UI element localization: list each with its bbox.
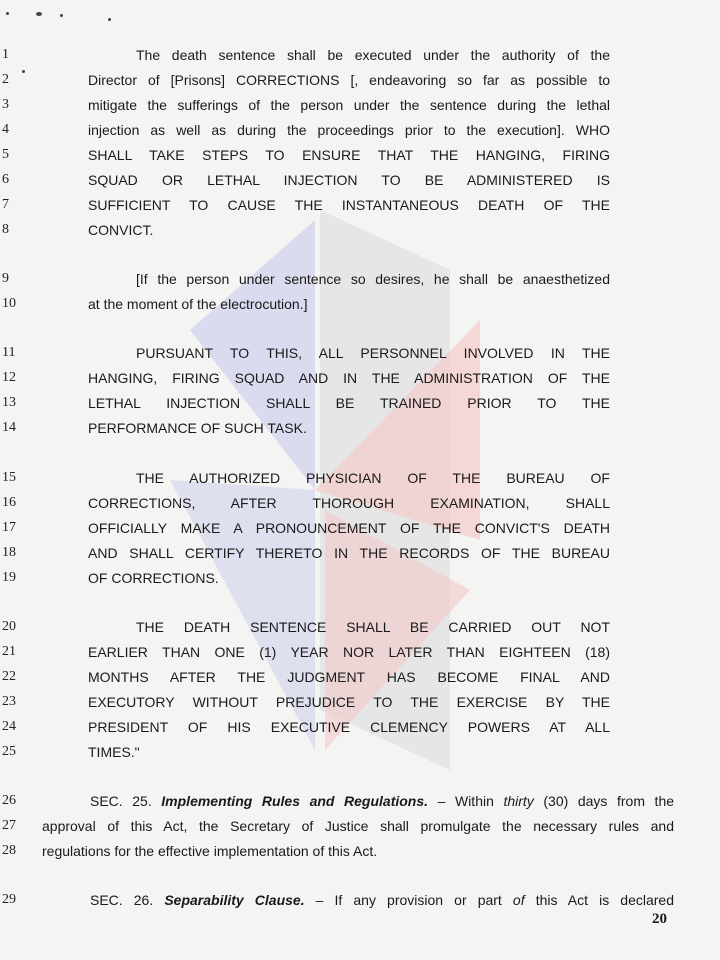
line-number: 28 — [2, 843, 16, 858]
text-line: approval of this Act, the Secretary of Justice shall promulgate the necessary rules and — [42, 818, 674, 834]
line-number: 1 — [2, 47, 9, 62]
section-number: SEC. 25. — [90, 793, 152, 809]
line-number: 21 — [2, 644, 16, 659]
line-number: 12 — [2, 370, 16, 385]
line-number: 5 — [2, 147, 9, 162]
scan-speck — [6, 12, 9, 15]
line-number: 9 — [2, 271, 9, 286]
text-line: SHALL TAKE STEPS TO ENSURE THAT THE HANGING, FIRING — [88, 147, 610, 163]
text-line: OFFICIALLY MAKE A PRONOUNCEMENT OF THE CONVICT'S DEATH — [88, 520, 610, 536]
line-number: 26 — [2, 793, 16, 808]
text-fragment: – If any provision or part — [304, 892, 513, 908]
text-line: LETHAL INJECTION SHALL BE TRAINED PRIOR TO THE — [88, 395, 610, 411]
line-number: 22 — [2, 669, 16, 684]
text-line: SQUAD OR LETHAL INJECTION TO BE ADMINISTERED IS — [88, 172, 610, 188]
text-fragment: this Act is declared — [524, 892, 675, 908]
line-number: 20 — [2, 619, 16, 634]
line-number: 27 — [2, 818, 16, 833]
line-number: 4 — [2, 122, 9, 137]
text-line: PRESIDENT OF HIS EXECUTIVE CLEMENCY POWERS AT ALL — [88, 719, 610, 735]
text-line: regulations for the effective implementation of this Act. — [42, 843, 378, 859]
line-number: 8 — [2, 222, 9, 237]
scan-speck — [36, 12, 42, 16]
line-number: 3 — [2, 97, 9, 112]
text-line: SUFFICIENT TO CAUSE THE INSTANTANEOUS DEATH OF THE — [88, 197, 610, 213]
line-number: 6 — [2, 172, 9, 187]
text-line: THE DEATH SENTENCE SHALL BE CARRIED OUT NOT — [136, 619, 610, 635]
line-number: 7 — [2, 197, 9, 212]
text-line: AND SHALL CERTIFY THERETO IN THE RECORDS OF THE BUREAU — [88, 545, 610, 561]
line-number: 17 — [2, 520, 16, 535]
line-number: 11 — [2, 345, 16, 360]
section-26-heading-line — [42, 891, 674, 909]
text-line: Director of [Prisons] CORRECTIONS [, endeavoring so far as possible to — [88, 72, 610, 88]
text-fragment: of — [512, 892, 525, 908]
line-number: 16 — [2, 495, 16, 510]
text-fragment: thirty — [503, 793, 534, 809]
text-line: The death sentence shall be executed under the authority of the — [136, 47, 610, 63]
text-line: CORRECTIONS, AFTER THOROUGH EXAMINATION, SHALL — [88, 495, 610, 511]
line-number: 14 — [2, 420, 16, 435]
line-number: 15 — [2, 470, 16, 485]
page-number: 20 — [652, 911, 667, 927]
line-number: 29 — [2, 892, 16, 907]
text-line: injection as well as during the proceedings prior to the execution]. WHO — [88, 122, 610, 138]
line-number: 2 — [2, 72, 9, 87]
line-number: 13 — [2, 395, 16, 410]
text-line: TIMES." — [88, 744, 140, 760]
section-title: Separability Clause. — [164, 892, 305, 908]
text-line: OF CORRECTIONS. — [88, 570, 219, 586]
text-line: HANGING, FIRING SQUAD AND IN THE ADMINISTRATION OF THE — [88, 370, 610, 386]
text-line: PURSUANT TO THIS, ALL PERSONNEL INVOLVED IN THE — [136, 345, 610, 361]
text-line: PERFORMANCE OF SUCH TASK. — [88, 420, 307, 436]
text-fragment: (30) days from the — [533, 793, 675, 809]
line-number: 19 — [2, 570, 16, 585]
text-line: mitigate the sufferings of the person under the sentence during the lethal — [88, 97, 610, 113]
watermark-logo-icon — [150, 210, 480, 770]
text-line: EARLIER THAN ONE (1) YEAR NOR LATER THAN EIGHTEEN (18) — [88, 644, 610, 660]
line-number: 23 — [2, 694, 16, 709]
line-number: 18 — [2, 545, 16, 560]
line-number: 25 — [2, 744, 16, 759]
text-line: MONTHS AFTER THE JUDGMENT HAS BECOME FINAL AND — [88, 669, 610, 685]
text-line: [If the person under sentence so desires, he shall be anaesthetized — [136, 271, 610, 287]
text-fragment: – Within — [428, 793, 504, 809]
text-line: EXECUTORY WITHOUT PREJUDICE TO THE EXERCISE BY THE — [88, 694, 610, 710]
text-line: at the moment of the electrocution.] — [88, 296, 308, 312]
scan-speck — [60, 14, 63, 17]
line-number: 10 — [2, 296, 16, 311]
section-25-heading-line — [42, 792, 674, 810]
section-number: SEC. 26. — [90, 892, 154, 908]
text-line: THE AUTHORIZED PHYSICIAN OF THE BUREAU OF — [136, 470, 610, 486]
text-line: CONVICT. — [88, 222, 154, 238]
line-number: 24 — [2, 719, 16, 734]
section-title: Implementing Rules and Regulations. — [161, 793, 429, 809]
scan-speck — [108, 18, 111, 21]
